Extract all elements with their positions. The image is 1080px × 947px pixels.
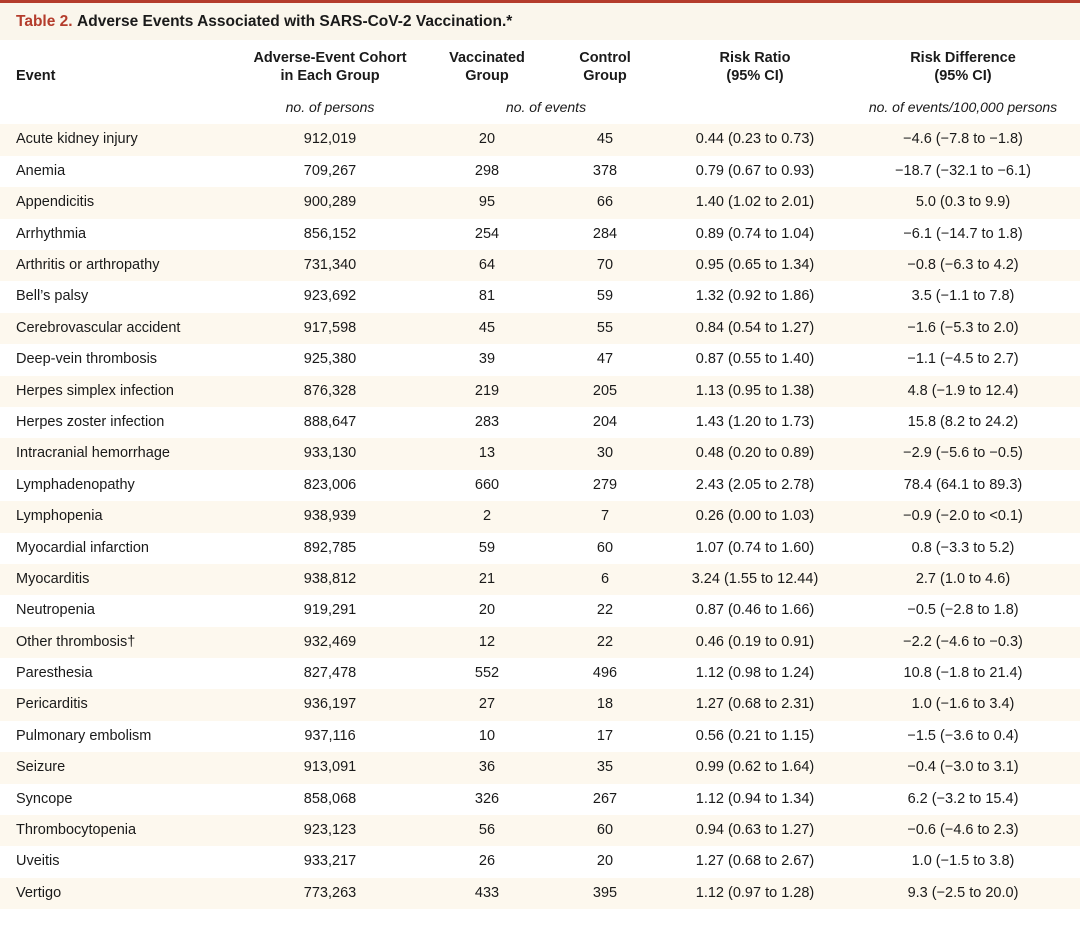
table-row [0, 815, 1080, 846]
cell-vaccinated: 59 [428, 533, 546, 564]
cell-risk-ratio: 1.12 (0.94 to 1.34) [664, 784, 846, 815]
cell-vaccinated: 660 [428, 470, 546, 501]
cell-vaccinated: 552 [428, 658, 546, 689]
table-row [0, 187, 1080, 218]
column-header-cohort-line1: Adverse-Event Cohort [253, 50, 407, 66]
cell-risk-ratio: 1.32 (0.92 to 1.86) [664, 281, 846, 312]
cell-cohort: 923,692 [232, 281, 428, 312]
cell-control: 7 [546, 501, 664, 532]
cell-risk-difference: 0.8 (−3.3 to 5.2) [846, 533, 1080, 564]
table-body [0, 124, 1080, 909]
cell-vaccinated: 27 [428, 689, 546, 720]
table-row [0, 344, 1080, 375]
cell-vaccinated: 21 [428, 564, 546, 595]
cell-risk-ratio: 1.12 (0.98 to 1.24) [664, 658, 846, 689]
column-header-control [546, 40, 664, 92]
cell-risk-ratio: 1.43 (1.20 to 1.73) [664, 407, 846, 438]
column-header-risk-ratio-line2: (95% CI) [726, 67, 784, 84]
table-row [0, 376, 1080, 407]
table-row [0, 313, 1080, 344]
cell-risk-difference: 3.5 (−1.1 to 7.8) [846, 281, 1080, 312]
cell-cohort: 823,006 [232, 470, 428, 501]
cell-risk-ratio: 0.94 (0.63 to 1.27) [664, 815, 846, 846]
cell-vaccinated: 2 [428, 501, 546, 532]
cell-risk-difference: 78.4 (64.1 to 89.3) [846, 470, 1080, 501]
cell-risk-difference: −0.9 (−2.0 to <0.1) [846, 501, 1080, 532]
table-row [0, 627, 1080, 658]
cell-cohort: 912,019 [232, 124, 428, 155]
cell-risk-ratio: 0.95 (0.65 to 1.34) [664, 250, 846, 281]
column-header-cohort-line2: in Each Group [280, 67, 380, 84]
cell-cohort: 892,785 [232, 533, 428, 564]
cell-risk-ratio: 0.56 (0.21 to 1.15) [664, 721, 846, 752]
cell-vaccinated: 20 [428, 124, 546, 155]
cell-risk-ratio: 3.24 (1.55 to 12.44) [664, 564, 846, 595]
cell-cohort: 932,469 [232, 627, 428, 658]
cell-vaccinated: 10 [428, 721, 546, 752]
cell-control: 17 [546, 721, 664, 752]
cell-vaccinated: 45 [428, 313, 546, 344]
cell-vaccinated: 56 [428, 815, 546, 846]
table-row [0, 846, 1080, 877]
table-row [0, 124, 1080, 155]
cell-risk-ratio: 0.84 (0.54 to 1.27) [664, 313, 846, 344]
table-row [0, 501, 1080, 532]
cell-risk-difference: −0.4 (−3.0 to 3.1) [846, 752, 1080, 783]
cell-vaccinated: 36 [428, 752, 546, 783]
cell-risk-difference: −4.6 (−7.8 to −1.8) [846, 124, 1080, 155]
cell-event: Myocarditis [0, 564, 232, 595]
units-risk-difference: no. of events/100,000 persons [846, 92, 1080, 125]
cell-control: 378 [546, 156, 664, 187]
cell-risk-difference: 6.2 (−3.2 to 15.4) [846, 784, 1080, 815]
table-row [0, 784, 1080, 815]
column-header-risk-difference-line2: (95% CI) [934, 67, 992, 84]
cell-cohort: 936,197 [232, 689, 428, 720]
table-number: Table 2. [16, 13, 73, 30]
table-row [0, 250, 1080, 281]
cell-risk-difference: −1.6 (−5.3 to 2.0) [846, 313, 1080, 344]
cell-control: 66 [546, 187, 664, 218]
cell-cohort: 709,267 [232, 156, 428, 187]
cell-control: 45 [546, 124, 664, 155]
table-row [0, 470, 1080, 501]
cell-risk-ratio: 0.26 (0.00 to 1.03) [664, 501, 846, 532]
cell-event: Myocardial infarction [0, 533, 232, 564]
cell-vaccinated: 13 [428, 438, 546, 469]
column-header-risk-ratio-line1: Risk Ratio [719, 50, 791, 66]
cell-cohort: 731,340 [232, 250, 428, 281]
cell-event: Anemia [0, 156, 232, 187]
column-header-vaccinated [428, 40, 546, 92]
cell-control: 395 [546, 878, 664, 909]
cell-event: Bell’s palsy [0, 281, 232, 312]
table-row [0, 595, 1080, 626]
cell-risk-ratio: 1.40 (1.02 to 2.01) [664, 187, 846, 218]
cell-risk-difference: −0.5 (−2.8 to 1.8) [846, 595, 1080, 626]
cell-vaccinated: 20 [428, 595, 546, 626]
cell-event: Neutropenia [0, 595, 232, 626]
table-row [0, 878, 1080, 909]
cell-control: 22 [546, 595, 664, 626]
cell-risk-ratio: 0.87 (0.46 to 1.66) [664, 595, 846, 626]
cell-vaccinated: 254 [428, 219, 546, 250]
cell-risk-ratio: 1.27 (0.68 to 2.67) [664, 846, 846, 877]
cell-control: 55 [546, 313, 664, 344]
cell-risk-ratio: 0.46 (0.19 to 0.91) [664, 627, 846, 658]
cell-event: Herpes simplex infection [0, 376, 232, 407]
cell-vaccinated: 39 [428, 344, 546, 375]
cell-control: 30 [546, 438, 664, 469]
cell-event: Thrombocytopenia [0, 815, 232, 846]
cell-control: 47 [546, 344, 664, 375]
cell-event: Herpes zoster infection [0, 407, 232, 438]
cell-risk-difference: 15.8 (8.2 to 24.2) [846, 407, 1080, 438]
cell-cohort: 876,328 [232, 376, 428, 407]
cell-cohort: 923,123 [232, 815, 428, 846]
cell-vaccinated: 12 [428, 627, 546, 658]
cell-control: 60 [546, 815, 664, 846]
cell-vaccinated: 219 [428, 376, 546, 407]
table-row [0, 281, 1080, 312]
cell-risk-difference: 4.8 (−1.9 to 12.4) [846, 376, 1080, 407]
cell-cohort: 937,116 [232, 721, 428, 752]
cell-risk-ratio: 0.87 (0.55 to 1.40) [664, 344, 846, 375]
cell-event: Arthritis or arthropathy [0, 250, 232, 281]
cell-vaccinated: 81 [428, 281, 546, 312]
column-header-control-line1: Control [579, 50, 631, 66]
table-row [0, 156, 1080, 187]
column-header-vaccinated-line1: Vaccinated [449, 50, 525, 66]
cell-event: Acute kidney injury [0, 124, 232, 155]
cell-risk-difference: −18.7 (−32.1 to −6.1) [846, 156, 1080, 187]
cell-risk-difference: −0.6 (−4.6 to 2.3) [846, 815, 1080, 846]
table-header [0, 40, 1080, 124]
cell-event: Intracranial hemorrhage [0, 438, 232, 469]
cell-risk-difference: −1.1 (−4.5 to 2.7) [846, 344, 1080, 375]
cell-cohort: 933,217 [232, 846, 428, 877]
units-cohort: no. of persons [232, 92, 428, 125]
cell-risk-difference: 1.0 (−1.6 to 3.4) [846, 689, 1080, 720]
cell-control: 496 [546, 658, 664, 689]
cell-vaccinated: 64 [428, 250, 546, 281]
cell-control: 6 [546, 564, 664, 595]
cell-cohort: 938,939 [232, 501, 428, 532]
cell-risk-ratio: 0.89 (0.74 to 1.04) [664, 219, 846, 250]
column-header-risk-ratio [664, 40, 846, 92]
cell-risk-ratio: 2.43 (2.05 to 2.78) [664, 470, 846, 501]
cell-cohort: 925,380 [232, 344, 428, 375]
cell-vaccinated: 26 [428, 846, 546, 877]
cell-control: 20 [546, 846, 664, 877]
cell-control: 60 [546, 533, 664, 564]
cell-control: 70 [546, 250, 664, 281]
cell-risk-difference: −1.5 (−3.6 to 0.4) [846, 721, 1080, 752]
table-row [0, 658, 1080, 689]
cell-cohort: 888,647 [232, 407, 428, 438]
cell-event: Vertigo [0, 878, 232, 909]
cell-risk-ratio: 1.27 (0.68 to 2.31) [664, 689, 846, 720]
table-row [0, 689, 1080, 720]
cell-risk-difference: 9.3 (−2.5 to 20.0) [846, 878, 1080, 909]
cell-cohort: 900,289 [232, 187, 428, 218]
cell-vaccinated: 433 [428, 878, 546, 909]
cell-cohort: 938,812 [232, 564, 428, 595]
cell-vaccinated: 95 [428, 187, 546, 218]
table-caption [0, 0, 1080, 40]
units-row [0, 92, 1080, 125]
cell-risk-difference: −6.1 (−14.7 to 1.8) [846, 219, 1080, 250]
cell-risk-ratio: 1.07 (0.74 to 1.60) [664, 533, 846, 564]
column-header-risk-difference-line1: Risk Difference [910, 50, 1016, 66]
cell-event: Uveitis [0, 846, 232, 877]
cell-risk-ratio: 0.99 (0.62 to 1.64) [664, 752, 846, 783]
cell-vaccinated: 326 [428, 784, 546, 815]
column-header-event [0, 40, 232, 92]
column-header-cohort [232, 40, 428, 92]
cell-cohort: 917,598 [232, 313, 428, 344]
cell-risk-difference: 2.7 (1.0 to 4.6) [846, 564, 1080, 595]
cell-event: Syncope [0, 784, 232, 815]
table-title: Adverse Events Associated with SARS-CoV-2 Vaccination.* [77, 13, 513, 30]
cell-cohort: 933,130 [232, 438, 428, 469]
cell-event: Other thrombosis† [0, 627, 232, 658]
cell-event: Paresthesia [0, 658, 232, 689]
column-header-event-line1: Event [16, 67, 56, 84]
cell-event: Appendicitis [0, 187, 232, 218]
adverse-events-table [0, 40, 1080, 909]
cell-event: Lymphadenopathy [0, 470, 232, 501]
units-events: no. of events [428, 92, 664, 125]
cell-vaccinated: 298 [428, 156, 546, 187]
cell-cohort: 858,068 [232, 784, 428, 815]
cell-control: 267 [546, 784, 664, 815]
cell-event: Pulmonary embolism [0, 721, 232, 752]
cell-control: 284 [546, 219, 664, 250]
cell-risk-ratio: 0.48 (0.20 to 0.89) [664, 438, 846, 469]
cell-cohort: 773,263 [232, 878, 428, 909]
cell-risk-ratio: 1.12 (0.97 to 1.28) [664, 878, 846, 909]
cell-event: Pericarditis [0, 689, 232, 720]
cell-control: 205 [546, 376, 664, 407]
cell-cohort: 856,152 [232, 219, 428, 250]
cell-control: 204 [546, 407, 664, 438]
cell-risk-difference: −0.8 (−6.3 to 4.2) [846, 250, 1080, 281]
cell-vaccinated: 283 [428, 407, 546, 438]
cell-event: Lymphopenia [0, 501, 232, 532]
cell-control: 35 [546, 752, 664, 783]
cell-cohort: 827,478 [232, 658, 428, 689]
units-event [0, 92, 232, 125]
table-row [0, 721, 1080, 752]
cell-event: Arrhythmia [0, 219, 232, 250]
cell-risk-ratio: 0.79 (0.67 to 0.93) [664, 156, 846, 187]
cell-risk-difference: −2.2 (−4.6 to −0.3) [846, 627, 1080, 658]
table-row [0, 533, 1080, 564]
table-row [0, 564, 1080, 595]
cell-control: 59 [546, 281, 664, 312]
cell-cohort: 913,091 [232, 752, 428, 783]
cell-risk-difference: −2.9 (−5.6 to −0.5) [846, 438, 1080, 469]
cell-event: Deep-vein thrombosis [0, 344, 232, 375]
cell-risk-ratio: 1.13 (0.95 to 1.38) [664, 376, 846, 407]
table-row [0, 752, 1080, 783]
table-row [0, 407, 1080, 438]
cell-control: 279 [546, 470, 664, 501]
cell-event: Seizure [0, 752, 232, 783]
cell-control: 22 [546, 627, 664, 658]
cell-cohort: 919,291 [232, 595, 428, 626]
column-header-control-line2: Group [583, 67, 627, 84]
column-header-vaccinated-line2: Group [465, 67, 509, 84]
table-row [0, 219, 1080, 250]
cell-event: Cerebrovascular accident [0, 313, 232, 344]
cell-risk-ratio: 0.44 (0.23 to 0.73) [664, 124, 846, 155]
table-row [0, 438, 1080, 469]
column-header-risk-difference [846, 40, 1080, 92]
cell-risk-difference: 1.0 (−1.5 to 3.8) [846, 846, 1080, 877]
units-risk-ratio [664, 92, 846, 125]
cell-risk-difference: 5.0 (0.3 to 9.9) [846, 187, 1080, 218]
cell-control: 18 [546, 689, 664, 720]
cell-risk-difference: 10.8 (−1.8 to 21.4) [846, 658, 1080, 689]
